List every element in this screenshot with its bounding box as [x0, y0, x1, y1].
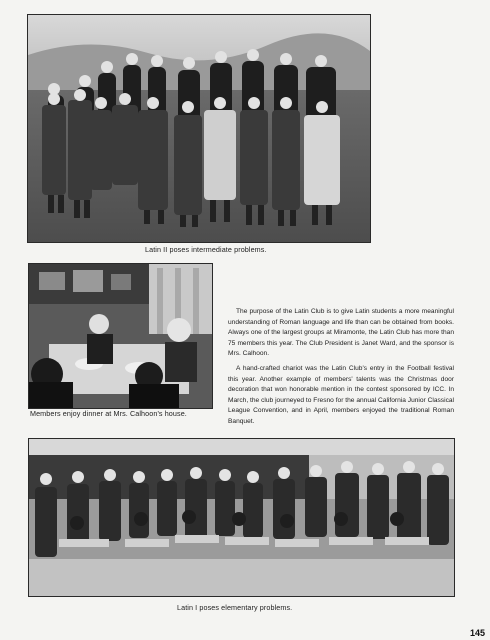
latin-i-caption: Latin I poses elementary problems. [177, 603, 293, 612]
latin-ii-group-photo [27, 14, 371, 243]
article-paragraph: A hand-crafted chariot was the Latin Club's entry in the Football festival this year. Another example of members' talents was the Christmas door decoration that won honorable mention in the contest sponsored by ICC. In March, the club journeyed to Fresno for the annual California Junior Classical League Convention, and in April, members enjoyed the traditional Roman Banquet. [228, 364, 454, 425]
latin-ii-caption: Latin II poses intermediate problems. [145, 245, 267, 254]
latin-i-class-photo [28, 438, 455, 597]
article-paragraph: The purpose of the Latin Club is to give Latin students a more meaningful understanding of Roman language and life than can be obtained from books. Always one of the largest groups at Miramonte, the Latin Club has more than 75 members this year. The Club President is Janet Ward, and the sponsor is Mrs. Calhoon. [228, 308, 454, 358]
latin-club-article [228, 307, 454, 432]
page-number: 145 [470, 628, 486, 638]
dinner-photo [28, 263, 213, 409]
dinner-caption: Members enjoy dinner at Mrs. Calhoon's house. [30, 409, 187, 418]
